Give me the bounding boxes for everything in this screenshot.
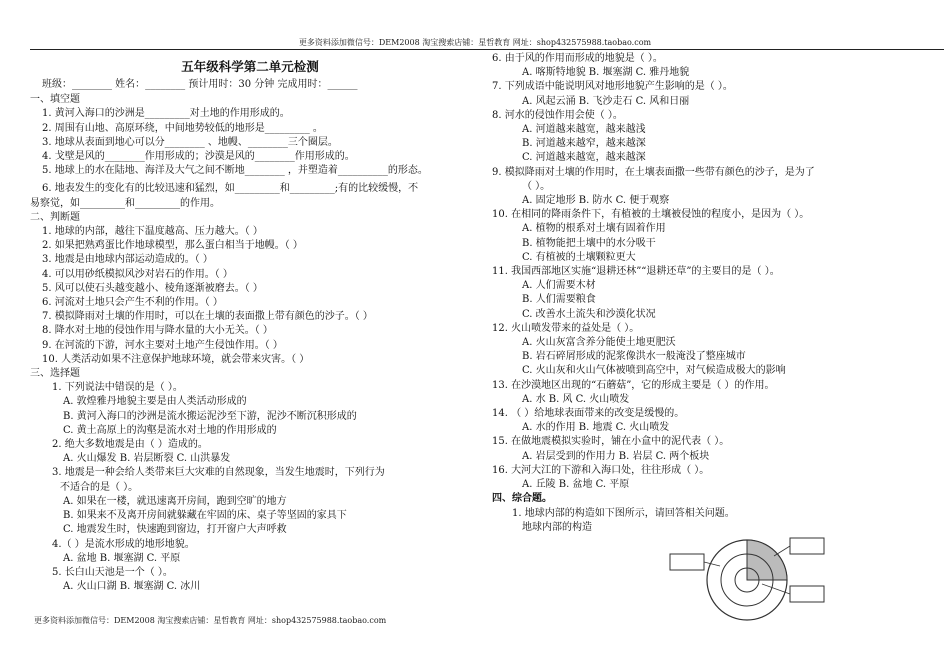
page-footer-note: 更多资料添加微信号：DEM2008 淘宝搜索店铺：星哲教育 网址：shop432575988.taobao.com <box>34 616 387 625</box>
pointer-right-top <box>774 546 790 556</box>
question-line: B. 人们需要粮食 <box>522 294 596 306</box>
student-info-line: 班级：________ 姓名：________ 预计用时：30 分钟 完成用时：______ <box>42 79 358 90</box>
question-line: A. 敦煌雅丹地貌主要是由人类活动形成的 <box>63 396 247 408</box>
question-line: A. 火山口湖 B. 堰塞湖 C. 冰川 <box>63 581 201 593</box>
question-line: 6. 地表发生的变化有的比较迅速和猛烈，如_________和_________;有的比较缓慢，不 <box>42 183 419 195</box>
question-line: 1. 下列说法中错误的是（ ）。 <box>52 382 183 394</box>
question-line: A. 喀斯特地貌 B. 堰塞湖 C. 雅丹地貌 <box>522 67 690 79</box>
question-line: 13. 在沙漠地区出现的“石蘑菇”，它的形成主要是（ ）的作用。 <box>492 379 775 391</box>
question-line: A. 风起云涌 B. 飞沙走石 C. 风和日丽 <box>522 95 690 107</box>
question-line: 5. 风可以使石头越变越小、棱角逐渐被磨去。（ ） <box>42 282 263 294</box>
header-divider <box>30 49 944 50</box>
question-line: 5. 地球上的水在陆地、海洋及大气之间不断地________ ，并塑造着__________的形态。 <box>42 165 428 177</box>
question-line: A. 固定地形 B. 防水 C. 便于观察 <box>522 195 670 207</box>
question-line: 4. 可以用砂纸模拟风沙对岩石的作用。（ ） <box>42 268 233 280</box>
question-line: 不适合的是（ ）。 <box>60 481 139 493</box>
section-heading: 二、判断题 <box>30 211 80 223</box>
question-line: B. 河道越来越窄，越来越深 <box>522 138 646 150</box>
question-line: A. 植物的根系对土壤有固着作用 <box>522 223 666 235</box>
left-question-list <box>30 93 470 594</box>
question-line: （ ）。 <box>522 180 551 192</box>
question-line: B. 黄河入海口的沙洲是流水搬运泥沙至下游，泥沙不断沉积形成的 <box>63 410 357 422</box>
question-line: A. 丘陵 B. 盆地 C. 平原 <box>522 479 630 491</box>
section-heading: 三、选择题 <box>30 368 80 380</box>
question-line: A. 火山爆发 B. 岩层断裂 C. 山洪暴发 <box>63 453 231 465</box>
question-line: C. 河道越来越宽，越来越深 <box>522 152 646 164</box>
question-line: C. 改善水土流失和沙漠化状况 <box>522 308 656 320</box>
question-line: B. 如果来不及离开房间就躲藏在牢固的床、桌子等坚固的家具下 <box>63 510 347 522</box>
question-line: 8. 降水对土地的侵蚀作用与降水量的大小无关。（ ） <box>42 325 273 337</box>
question-line: A. 水的作用 B. 地震 C. 火山喷发 <box>522 422 670 434</box>
question-line: A. 如果在一楼，就迅速离开房间，跑到空旷的地方 <box>63 495 287 507</box>
question-line: 16. 大河大江的下游和入海口处，往往形成（ ）。 <box>492 464 710 476</box>
question-line: 1. 地球内部的构造如下图所示，请回答相关问题。 <box>512 507 735 519</box>
question-line: 15. 在做地震模拟实验时，铺在小盒中的泥代表（ ）。 <box>492 436 730 448</box>
question-line: A. 火山灰富含养分能使土地更肥沃 <box>522 337 676 349</box>
question-line: 3. 地震是一种会给人类带来巨大灾难的自然现象，当发生地震时，下列行为 <box>52 467 385 479</box>
question-line: A. 盆地 B. 堰塞湖 C. 平原 <box>63 552 181 564</box>
question-line: 8. 河水的侵蚀作用会使（ ）。 <box>492 109 623 121</box>
question-line: 2. 绝大多数地震是由（ ）造成的。 <box>52 439 208 451</box>
pointer-left <box>704 562 720 566</box>
question-line: 1. 地球的内部，越往下温度越高、压力越大。（ ） <box>42 226 263 238</box>
section-heading: 四、综合题。 <box>492 493 552 505</box>
question-line: 6. 由于风的作用而形成的地貌是（ ）。 <box>492 53 663 64</box>
right-column <box>492 52 944 612</box>
question-line: 2. 周围有山地、高原环绕，中间地势较低的地形是_________ 。 <box>42 122 323 134</box>
question-line: 4. 戈壁是风的________作用形成的；沙漠是风的________作用形成的。 <box>42 151 355 163</box>
label-box-right-top <box>790 538 824 554</box>
question-line: 地球内部的构造 <box>522 521 592 533</box>
earth-structure-diagram <box>662 532 832 622</box>
question-line: C. 火山灰和火山气体被喷到高空中，对气候造成极大的影响 <box>522 365 786 377</box>
question-line: 7. 下列成语中能说明风对地形地貌产生影响的是（ ）。 <box>492 81 733 93</box>
question-line: A. 河道越来越宽，越来越浅 <box>522 124 646 136</box>
right-question-list <box>492 52 944 535</box>
question-line: 12. 火山喷发带来的益处是（ ）。 <box>492 322 640 334</box>
question-line: 10. 人类活动如果不注意保护地球环境，就会带来灾害。（ ） <box>42 353 310 365</box>
cutaway-section <box>747 540 787 580</box>
question-line: 10. 在相同的降雨条件下，有植被的土壤被侵蚀的程度小，是因为（ ）。 <box>492 209 810 221</box>
label-box-right-bottom <box>790 586 824 602</box>
question-line: C. 有植被的土壤颗粒更大 <box>522 251 636 263</box>
question-line: 易察觉，如_________和_________的作用。 <box>30 197 220 209</box>
question-line: 5. 长白山天池是一个（ ）。 <box>52 566 173 578</box>
question-line: 6. 河流对土地只会产生不利的作用。（ ） <box>42 297 223 309</box>
question-line: 4.（ ）是流水形成的地形地貌。 <box>52 538 195 550</box>
label-box-left <box>670 554 704 570</box>
question-line: B. 植物能把土壤中的水分吸干 <box>522 237 656 249</box>
question-line: 11. 我国西部地区实施“退耕还林”“退耕还草”的主要目的是（ ）。 <box>492 266 780 278</box>
question-line: B. 岩石碎屑形成的泥浆像洪水一般淹没了整座城市 <box>522 351 746 363</box>
question-line: 14. （ ）给地球表面带来的改变是缓慢的。 <box>492 408 685 420</box>
question-line: 3. 地震是由地球内部运动造成的。（ ） <box>42 254 213 266</box>
question-line: C. 黄土高原上的沟壑是流水对土地的作用形成的 <box>63 424 277 436</box>
question-line: A. 人们需要木材 <box>522 280 596 292</box>
question-line: 3. 地球从表面到地心可以分________ 、地幔、________三个圈层。 <box>42 136 338 148</box>
page-header-note: 更多资料添加微信号：DEM2008 淘宝搜索店铺：星哲教育 网址：shop432575988.taobao.com <box>298 38 652 47</box>
question-line: 1. 黄河入海口的沙洲是_________对土地的作用形成的。 <box>42 108 290 120</box>
question-line: 9. 模拟降雨对土壤的作用时，在土壤表面撒一些带有颜色的沙子，是为了 <box>492 166 815 178</box>
question-line: 7. 模拟降雨对土壤的作用时，可以在土壤的表面撒上带有颜色的沙子。（ ） <box>42 311 373 323</box>
section-heading: 一、填空题 <box>30 94 80 106</box>
page-title: 五年级科学第二单元检测 <box>181 59 319 74</box>
question-line: A. 岩层受到的作用力 B. 岩层 C. 两个板块 <box>522 450 710 462</box>
question-line: C. 地震发生时，快速跑到窗边，打开窗户大声呼救 <box>63 524 287 536</box>
left-column <box>30 52 470 612</box>
question-line: 9. 在河流的下游，河水主要对土地产生侵蚀作用。（ ） <box>42 339 283 351</box>
question-line: A. 水 B. 风 C. 火山喷发 <box>522 393 630 405</box>
question-line: 2. 如果把熟鸡蛋比作地球模型，那么蛋白相当于地幔。（ ） <box>42 240 303 252</box>
